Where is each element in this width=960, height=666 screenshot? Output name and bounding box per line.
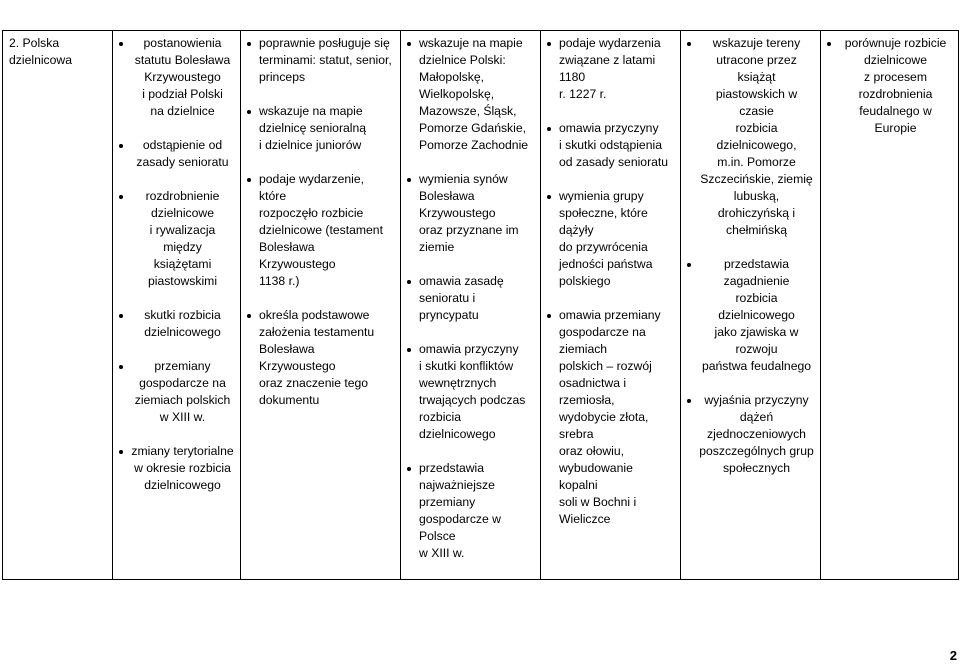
list-item: podaje wydarzenie, które rozpoczęło rozbicie dzielnicowe (testament Bolesława Krzywoustego 1138 r.) <box>247 171 394 290</box>
list-item: wskazuje na mapie dzielnice Polski: Małopolskę, Wielkopolskę, Mazowsze, Śląsk, Pomorze Gdańskie, Pomorze Zachodnie <box>407 35 534 154</box>
list-item: przemiany gospodarcze na ziemiach polskich w XIII w. <box>119 358 234 426</box>
list-item: omawia przyczyny i skutki odstąpienia od zasady senioratu <box>547 120 674 171</box>
list-item: rozdrobnienie dzielnicowe i rywalizacja między książętami piastowskimi <box>119 188 234 290</box>
bullet-list <box>827 35 952 137</box>
list-item: omawia przyczyny i skutki konfliktów wewnętrznych trwających podczas rozbicia dzielnicowego <box>407 341 534 443</box>
list-item: skutki rozbicia dzielnicowego <box>119 307 234 341</box>
list-item: przedstawia zagadnienie rozbicia dzielnicowego jako zjawiska w rozwoju państwa feudalnego <box>687 256 814 375</box>
bullet-list <box>547 35 674 528</box>
list-item: wskazuje tereny utracone przez książąt piastowskich w czasie rozbicia dzielnicowego, m.in. Pomorze Szczecińskie, ziemię lubuską, drohiczyńską i chełmińską <box>687 35 814 239</box>
table-row <box>3 31 959 580</box>
page-number: 2 <box>949 648 957 663</box>
bullet-list <box>687 35 814 477</box>
column-cell <box>113 31 241 580</box>
curriculum-table <box>2 30 959 580</box>
list-item: postanowienia statutu Bolesława Krzywoustego i podział Polski na dzielnice <box>119 35 234 120</box>
bullet-list <box>119 35 234 494</box>
list-item: wskazuje na mapie dzielnicę senioralną i dzielnice juniorów <box>247 103 394 154</box>
list-item: omawia zasadę senioratu i pryncypatu <box>407 273 534 324</box>
list-item: określa podstawowe założenia testamentu Bolesława Krzywoustego oraz znaczenie tego dokumentu <box>247 307 394 409</box>
list-item: wyjaśnia przyczyny dążeń zjednoczeniowych poszczególnych grup społecznych <box>687 392 814 477</box>
column-cell <box>401 31 541 580</box>
bullet-list <box>407 35 534 562</box>
list-item: przedstawia najważniejsze przemiany gospodarcze w Polsce w XIII w. <box>407 460 534 562</box>
list-item: porównuje rozbicie dzielnicowe z procesem rozdrobnienia feudalnego w Europie <box>827 35 952 137</box>
list-item: wymienia synów Bolesława Krzywoustego oraz przyznane im ziemie <box>407 171 534 256</box>
list-item: zmiany terytorialne w okresie rozbicia dzielnicowego <box>119 443 234 494</box>
column-cell <box>821 31 959 580</box>
column-cell <box>541 31 681 580</box>
list-item: omawia przemiany gospodarcze na ziemiach polskich – rozwój osadnictwa i rzemiosła, wydobycie złota, srebra oraz ołowiu, wybudowanie kopalni soli w Bochni i Wieliczce <box>547 307 674 528</box>
list-item: odstąpienie od zasady senioratu <box>119 137 234 171</box>
bullet-list <box>247 35 394 409</box>
topic-cell <box>3 31 113 580</box>
column-cell <box>241 31 401 580</box>
list-item: wymienia grupy społeczne, które dążyły do przywrócenia jedności państwa polskiego <box>547 188 674 290</box>
list-item: poprawnie posługuje się terminami: statut, senior, princeps <box>247 35 394 86</box>
column-cell <box>681 31 821 580</box>
list-item: podaje wydarzenia związane z latami 1180 r. 1227 r. <box>547 35 674 103</box>
topic-title: 2. Polska dzielnicowa <box>9 36 73 67</box>
